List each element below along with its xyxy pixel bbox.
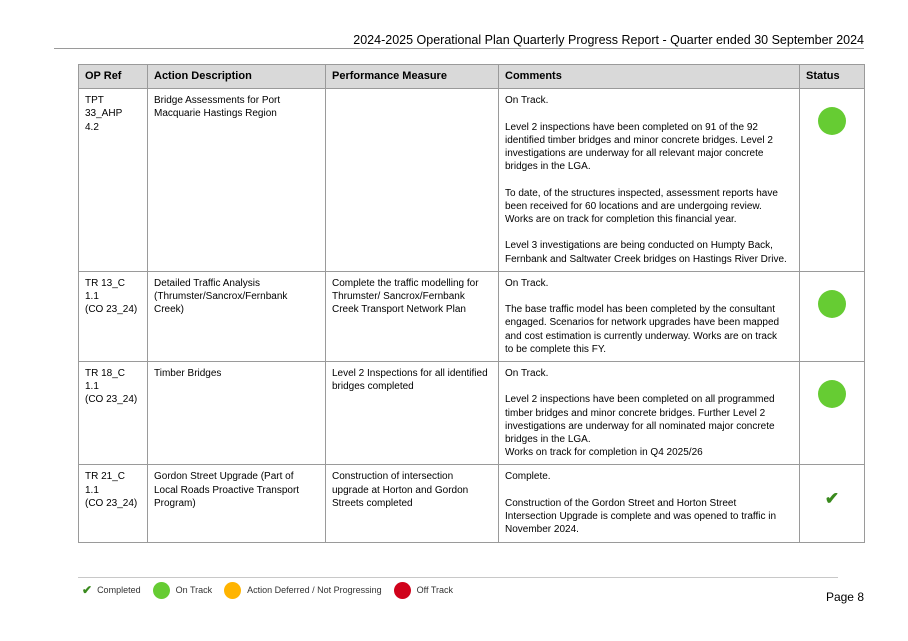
col-header-action: Action Description bbox=[148, 65, 326, 89]
checkmark-icon: ✔ bbox=[824, 488, 840, 508]
action-cell: Timber Bridges bbox=[148, 362, 326, 465]
op-ref-cell: TPT 33_AHP 4.2 bbox=[79, 89, 148, 272]
measure-cell: Complete the traffic modelling for Thrumster/ Sancrox/Fernbank Creek Transport Network Plan bbox=[326, 271, 499, 361]
legend-item-on-track bbox=[153, 582, 213, 599]
status-legend bbox=[82, 580, 465, 600]
on-track-status-icon bbox=[818, 107, 846, 135]
action-cell: Gordon Street Upgrade (Part of Local Roads Proactive Transport Program) bbox=[148, 465, 326, 542]
col-header-op-ref: OP Ref bbox=[79, 65, 148, 89]
op-ref-cell: TR 21_C 1.1 (CO 23_24) bbox=[79, 465, 148, 542]
col-header-status: Status bbox=[800, 65, 865, 89]
measure-cell: Construction of intersection upgrade at Horton and Gordon Streets completed bbox=[326, 465, 499, 542]
comments-cell: On Track. Level 2 inspections have been completed on 91 of the 92 identified timber bridges and minor concrete bridges. Level 2 investigations are underway for all relevant major concrete bridges in the LGA. To date, of the structures inspected, assessment reports have been received for 60 locations and are undergoing review. Works are on track for completion this financial year. Level 3 investigations are being conducted on Humpty Back, Fernbank and Saltwater Creek bridges on Hastings River Drive. bbox=[499, 89, 800, 272]
legend-label: On Track bbox=[175, 585, 213, 595]
footer-divider bbox=[78, 577, 838, 578]
legend-label: Off Track bbox=[416, 585, 454, 595]
legend-label: Action Deferred / Not Progressing bbox=[247, 585, 382, 595]
legend-item-completed bbox=[82, 583, 141, 597]
action-cell: Bridge Assessments for Port Macquarie Hastings Region bbox=[148, 89, 326, 272]
col-header-measure: Performance Measure bbox=[326, 65, 499, 89]
report-title: 2024-2025 Operational Plan Quarterly Progress Report - Quarter ended 30 September 2024 bbox=[353, 33, 864, 47]
col-header-comments: Comments bbox=[499, 65, 800, 89]
op-ref-cell: TR 18_C 1.1 (CO 23_24) bbox=[79, 362, 148, 465]
header-divider bbox=[54, 48, 864, 49]
progress-table bbox=[78, 64, 865, 543]
legend-item-deferred bbox=[224, 582, 382, 599]
table-header-row bbox=[79, 65, 865, 89]
checkmark-icon: ✔ bbox=[82, 583, 93, 597]
green-circle-icon bbox=[153, 582, 170, 599]
page-number: Page 8 bbox=[825, 590, 864, 604]
on-track-status-icon bbox=[818, 290, 846, 318]
status-cell bbox=[800, 89, 865, 272]
status-cell bbox=[800, 362, 865, 465]
op-ref-cell: TR 13_C 1.1 (CO 23_24) bbox=[79, 271, 148, 361]
legend-label: Completed bbox=[97, 585, 141, 595]
comments-cell: On Track. The base traffic model has been completed by the consultant engaged. Scenarios for network upgrades have been mapped and cost estimation is currently underway. Works are on track to be complete this FY. bbox=[499, 271, 800, 361]
table-row bbox=[79, 89, 865, 272]
comments-cell: On Track. Level 2 inspections have been completed on all programmed timber bridges and minor concrete bridges. Further Level 2 investigations are underway for all nominated major concrete bridges in the LGA. Works on track for completion in Q4 2025/26 bbox=[499, 362, 800, 465]
on-track-status-icon bbox=[818, 380, 846, 408]
amber-circle-icon bbox=[224, 582, 241, 599]
comments-cell: Complete. Construction of the Gordon Street and Horton Street Intersection Upgrade is complete and was opened to traffic in November 2024. bbox=[499, 465, 800, 542]
measure-cell bbox=[326, 89, 499, 272]
table-row bbox=[79, 362, 865, 465]
legend-item-off-track bbox=[394, 582, 453, 599]
action-cell: Detailed Traffic Analysis (Thrumster/Sancrox/Fernbank Creek) bbox=[148, 271, 326, 361]
table-row bbox=[79, 465, 865, 542]
table-row bbox=[79, 271, 865, 361]
status-cell bbox=[800, 271, 865, 361]
status-cell bbox=[800, 465, 865, 542]
red-circle-icon bbox=[394, 582, 411, 599]
measure-cell: Level 2 Inspections for all identified bridges completed bbox=[326, 362, 499, 465]
